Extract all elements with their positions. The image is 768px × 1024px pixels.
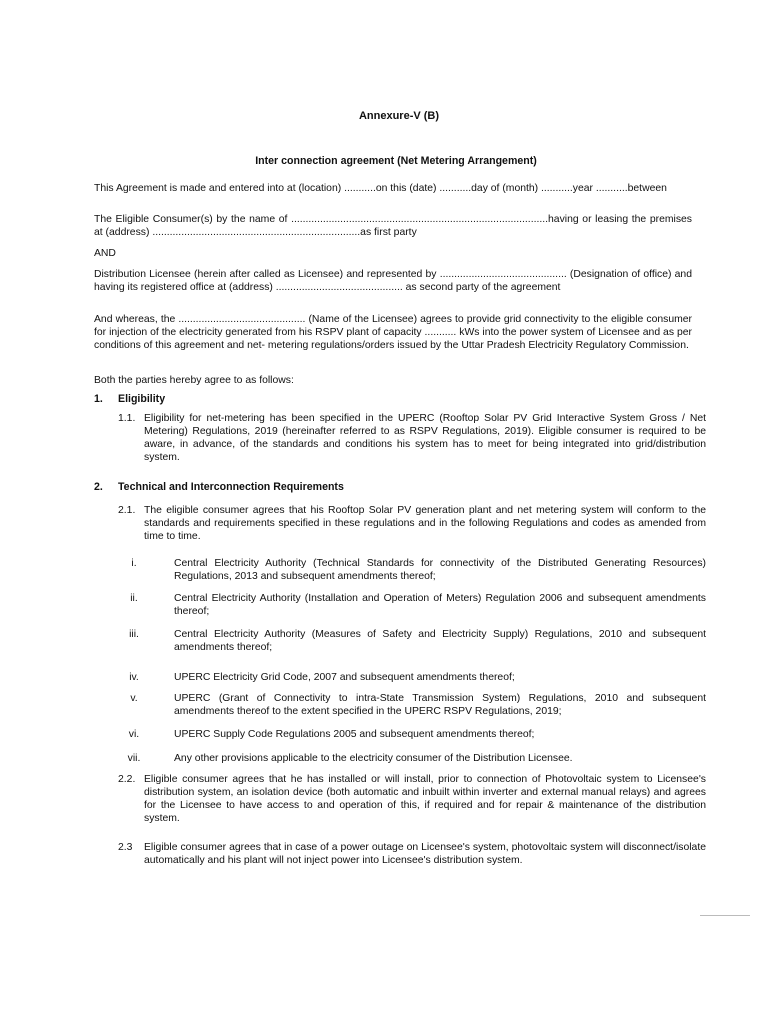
section-number: 1.	[94, 393, 103, 405]
clause-number: 2.3	[118, 842, 133, 853]
section-title: Eligibility	[118, 393, 166, 405]
regulation-number: iv.	[129, 672, 139, 683]
regulation-text: Any other provisions applicable to the electricity consumer of the Distribution Licensee.	[174, 753, 573, 764]
regulation-number: i.	[131, 558, 137, 569]
regulation-text: Central Electricity Authority (Technical Standards for connectivity of the Distributed Generating Resources) Regulations, 2013 and subsequent amendments thereof;	[174, 558, 706, 582]
regulation-item-ii	[124, 592, 706, 618]
regulation-number: vii.	[127, 753, 141, 764]
scan-artifact-line	[700, 915, 750, 916]
regulation-item-vi	[124, 728, 706, 741]
regulation-text: Central Electricity Authority (Measures of Safety and Electricity Supply) Regulations, 2010 and subsequent amendments thereof;	[174, 629, 706, 653]
clause-number: 2.1.	[118, 505, 136, 516]
clause-number: 1.1.	[118, 413, 136, 424]
regulation-text: Central Electricity Authority (Installation and Operation of Meters) Regulation 2006 and subsequent amendments thereof;	[174, 593, 706, 617]
clause-text: Eligibility for net-metering has been specified in the UPERC (Rooftop Solar PV Grid Interactive System Gross / Net Metering) Regulations, 2019 (hereinafter referred to as RSPV Regulations, 2019). Eligible consumer is required to be aware, in advance, of the standards and conditions his system has to meet for being integrated into grid/distribution system.	[144, 413, 706, 463]
section-title: Technical and Interconnection Requirements	[118, 481, 344, 493]
section-number: 2.	[94, 481, 103, 493]
clause-2-1	[118, 504, 706, 543]
regulation-item-iii	[124, 628, 706, 654]
intro-paragraph-consumer: The Eligible Consumer(s) by the name of .........................................................................................having or leasing the premises at (address) ........................................................................as first party	[94, 214, 692, 238]
regulation-item-v	[124, 692, 706, 718]
regulation-text: UPERC Electricity Grid Code, 2007 and subsequent amendments thereof;	[174, 672, 515, 683]
section-heading-eligibility	[94, 393, 165, 406]
intro-and: AND	[94, 248, 116, 259]
regulation-item-i	[124, 557, 706, 583]
regulation-number: ii.	[130, 593, 138, 604]
intro-paragraph-whereas: And whereas, the ............................................ (Name of the Licensee) agrees to provide grid connectivity to the eligible consumer for injection of the electricity generated from his RSPV plant of capacity ........... kWs into the power system of Licensee and as per conditions of this agreement and net- metering regulations/orders issued by the Uttar Pradesh Electricity Regulatory Commission.	[94, 314, 692, 351]
intro-paragraph-licensee: Distribution Licensee (herein after called as Licensee) and represented by ............................................ (Designation of office) and having its registered office at (address) ............................................ as second party of the agreement	[94, 269, 692, 293]
regulation-number: vi.	[128, 729, 140, 740]
clause-text: Eligible consumer agrees that he has installed or will install, prior to connection of Photovoltaic system to Licensee's distribution system, an isolation device (both automatic and inbuilt within inverter and external manual relays) and agrees for the Licensee to have access to and operation of this, if required and for repair & maintenance of the distribution system.	[144, 774, 706, 824]
regulation-number: iii.	[129, 629, 139, 640]
clause-1-1	[118, 412, 706, 464]
clause-text: The eligible consumer agrees that his Rooftop Solar PV generation plant and net metering system will conform to the standards and requirements specified in these regulations and in the following Regulations and codes as amended from time to time.	[144, 505, 706, 542]
intro-paragraph-agree: Both the parties hereby agree to as follows:	[94, 375, 294, 386]
clause-text: Eligible consumer agrees that in case of a power outage on Licensee's system, photovoltaic system will disconnect/isolate automatically and his plant will not inject power into Licensee's distribution system.	[144, 842, 706, 866]
document-title: Annexure-V (B)	[358, 110, 440, 122]
clause-number: 2.2.	[118, 774, 136, 785]
regulation-text: UPERC Supply Code Regulations 2005 and subsequent amendments thereof;	[174, 729, 535, 740]
regulation-number: v.	[130, 693, 138, 704]
regulation-item-vii	[124, 752, 706, 765]
document-subtitle: Inter connection agreement (Net Metering Arrangement)	[255, 155, 537, 167]
intro-paragraph-location: This Agreement is made and entered into at (location) ...........on this (date) ...........day of (month) ...........year ...........between	[94, 183, 667, 194]
regulation-text: UPERC (Grant of Connectivity to intra-State Transmission System) Regulations, 2010 and subsequent amendments thereof to the extent specified in the UPERC RSPV Regulations, 2019;	[174, 693, 706, 717]
clause-2-2	[118, 773, 706, 825]
clause-2-3	[118, 841, 706, 867]
regulation-item-iv	[124, 671, 706, 684]
section-heading-technical	[94, 481, 344, 494]
